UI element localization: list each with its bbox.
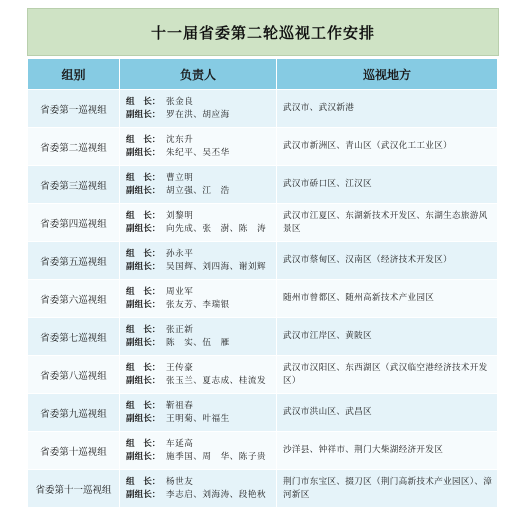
inspection-area: 武汉市汉阳区、东西湖区（武汉临空港经济技术开发区） <box>277 356 498 394</box>
leader-line <box>126 362 276 375</box>
group-name: 省委第十一巡视组 <box>28 470 120 508</box>
inspection-area: 武汉市硚口区、江汉区 <box>277 166 498 204</box>
leader-name: 王传豪 <box>166 362 194 373</box>
deputy-names: 罗在洪、胡应海 <box>166 109 230 120</box>
deputy-label: 副组长： <box>126 451 161 462</box>
deputy-names: 施季国、周 华、陈子贵 <box>166 451 267 462</box>
group-name: 省委第八巡视组 <box>28 356 120 394</box>
inspection-area: 武汉市、武汉新港 <box>277 90 498 128</box>
inspection-area: 武汉市洪山区、武昌区 <box>277 394 498 432</box>
deputy-line <box>126 109 276 122</box>
leader-name: 车延高 <box>166 438 194 449</box>
deputy-names: 王明菊、叶福生 <box>166 413 230 424</box>
group-name: 省委第三巡视组 <box>28 166 120 204</box>
deputy-names: 朱纪平、吴丕华 <box>166 147 230 158</box>
deputy-label: 副组长： <box>126 337 161 348</box>
leader-line <box>126 324 276 337</box>
deputy-label: 副组长： <box>126 413 161 424</box>
table-row <box>28 432 498 470</box>
leader-name: 沈东升 <box>166 134 194 145</box>
deputy-label: 副组长： <box>126 261 161 272</box>
deputy-names: 胡立强、江 浩 <box>166 185 230 196</box>
leader-label: 组 长： <box>126 400 161 411</box>
deputy-line <box>126 413 276 426</box>
deputy-names: 吴国辉、刘四海、谢刘辉 <box>166 261 267 272</box>
leader-line <box>126 96 276 109</box>
leader-line <box>126 438 276 451</box>
table-row <box>28 470 498 508</box>
responsible-persons <box>120 394 277 432</box>
leader-line <box>126 400 276 413</box>
leader-label: 组 长： <box>126 248 161 259</box>
group-name: 省委第一巡视组 <box>28 90 120 128</box>
deputy-names: 李志启、刘海涛、段艳秋 <box>166 489 267 500</box>
leader-label: 组 长： <box>126 172 161 183</box>
inspection-area: 武汉市新洲区、青山区（武汉化工工业区） <box>277 128 498 166</box>
responsible-persons <box>120 128 277 166</box>
inspection-area: 随州市曾都区、随州高新技术产业园区 <box>277 280 498 318</box>
table-row <box>28 204 498 242</box>
leader-label: 组 长： <box>126 324 161 335</box>
leader-line <box>126 172 276 185</box>
leader-label: 组 长： <box>126 210 161 221</box>
table-row <box>28 128 498 166</box>
deputy-line <box>126 299 276 312</box>
deputy-line <box>126 261 276 274</box>
table-header-row <box>28 59 498 90</box>
deputy-names: 向先成、张 澍、陈 涛 <box>166 223 267 234</box>
table-row <box>28 356 498 394</box>
responsible-persons <box>120 318 277 356</box>
responsible-persons <box>120 166 277 204</box>
inspection-area: 荆门市东宝区、掇刀区（荆门高新技术产业园区）、漳河新区 <box>277 470 498 508</box>
title-banner <box>27 8 499 56</box>
responsible-persons <box>120 242 277 280</box>
leader-name: 周业军 <box>166 286 194 297</box>
leader-line <box>126 286 276 299</box>
deputy-line <box>126 147 276 160</box>
responsible-persons <box>120 204 277 242</box>
column-header-leaders: 负责人 <box>120 59 277 90</box>
table-row <box>28 166 498 204</box>
deputy-label: 副组长： <box>126 147 161 158</box>
leader-label: 组 长： <box>126 96 161 107</box>
table-row <box>28 280 498 318</box>
deputy-label: 副组长： <box>126 185 161 196</box>
deputy-names: 陈 实、伍 雁 <box>166 337 230 348</box>
leader-line <box>126 134 276 147</box>
table-row <box>28 242 498 280</box>
leader-name: 张金良 <box>166 96 194 107</box>
group-name: 省委第六巡视组 <box>28 280 120 318</box>
leader-name: 张正新 <box>166 324 194 335</box>
responsible-persons <box>120 280 277 318</box>
deputy-label: 副组长： <box>126 109 161 120</box>
group-name: 省委第四巡视组 <box>28 204 120 242</box>
leader-label: 组 长： <box>126 438 161 449</box>
group-name: 省委第十巡视组 <box>28 432 120 470</box>
responsible-persons <box>120 90 277 128</box>
group-name: 省委第五巡视组 <box>28 242 120 280</box>
responsible-persons <box>120 356 277 394</box>
leader-label: 组 长： <box>126 286 161 297</box>
deputy-line <box>126 337 276 350</box>
deputy-line <box>126 451 276 464</box>
responsible-persons <box>120 432 277 470</box>
leader-name: 曹立明 <box>166 172 194 183</box>
column-header-group: 组别 <box>28 59 120 90</box>
deputy-names: 张玉兰、夏志成、桂流发 <box>166 375 267 386</box>
leader-name: 靳祖春 <box>166 400 194 411</box>
leader-label: 组 长： <box>126 362 161 373</box>
deputy-names: 张友芳、李瑞银 <box>166 299 230 310</box>
responsible-persons <box>120 470 277 508</box>
leader-label: 组 长： <box>126 134 161 145</box>
leader-name: 孙永平 <box>166 248 194 259</box>
table-row <box>28 90 498 128</box>
leader-line <box>126 248 276 261</box>
group-name: 省委第七巡视组 <box>28 318 120 356</box>
group-name: 省委第二巡视组 <box>28 128 120 166</box>
inspection-area: 沙洋县、钟祥市、荆门大柴湖经济开发区 <box>277 432 498 470</box>
deputy-line <box>126 489 276 502</box>
page-title: 十一届省委第二轮巡视工作安排 <box>150 23 375 42</box>
leader-line <box>126 476 276 489</box>
deputy-line <box>126 375 276 388</box>
inspection-area: 武汉市江岸区、黄陂区 <box>277 318 498 356</box>
inspection-area: 武汉市蔡甸区、汉南区（经济技术开发区） <box>277 242 498 280</box>
leader-name: 刘黎明 <box>166 210 194 221</box>
table-row <box>28 394 498 432</box>
leader-label: 组 长： <box>126 476 161 487</box>
column-header-area: 巡视地方 <box>277 59 498 90</box>
leader-line <box>126 210 276 223</box>
leader-name: 杨世友 <box>166 476 194 487</box>
table-row <box>28 318 498 356</box>
deputy-line <box>126 185 276 198</box>
deputy-label: 副组长： <box>126 375 161 386</box>
schedule-table <box>27 58 498 508</box>
inspection-area: 武汉市江夏区、东湖新技术开发区、东湖生态旅游风景区 <box>277 204 498 242</box>
deputy-label: 副组长： <box>126 489 161 500</box>
deputy-label: 副组长： <box>126 299 161 310</box>
deputy-label: 副组长： <box>126 223 161 234</box>
deputy-line <box>126 223 276 236</box>
group-name: 省委第九巡视组 <box>28 394 120 432</box>
